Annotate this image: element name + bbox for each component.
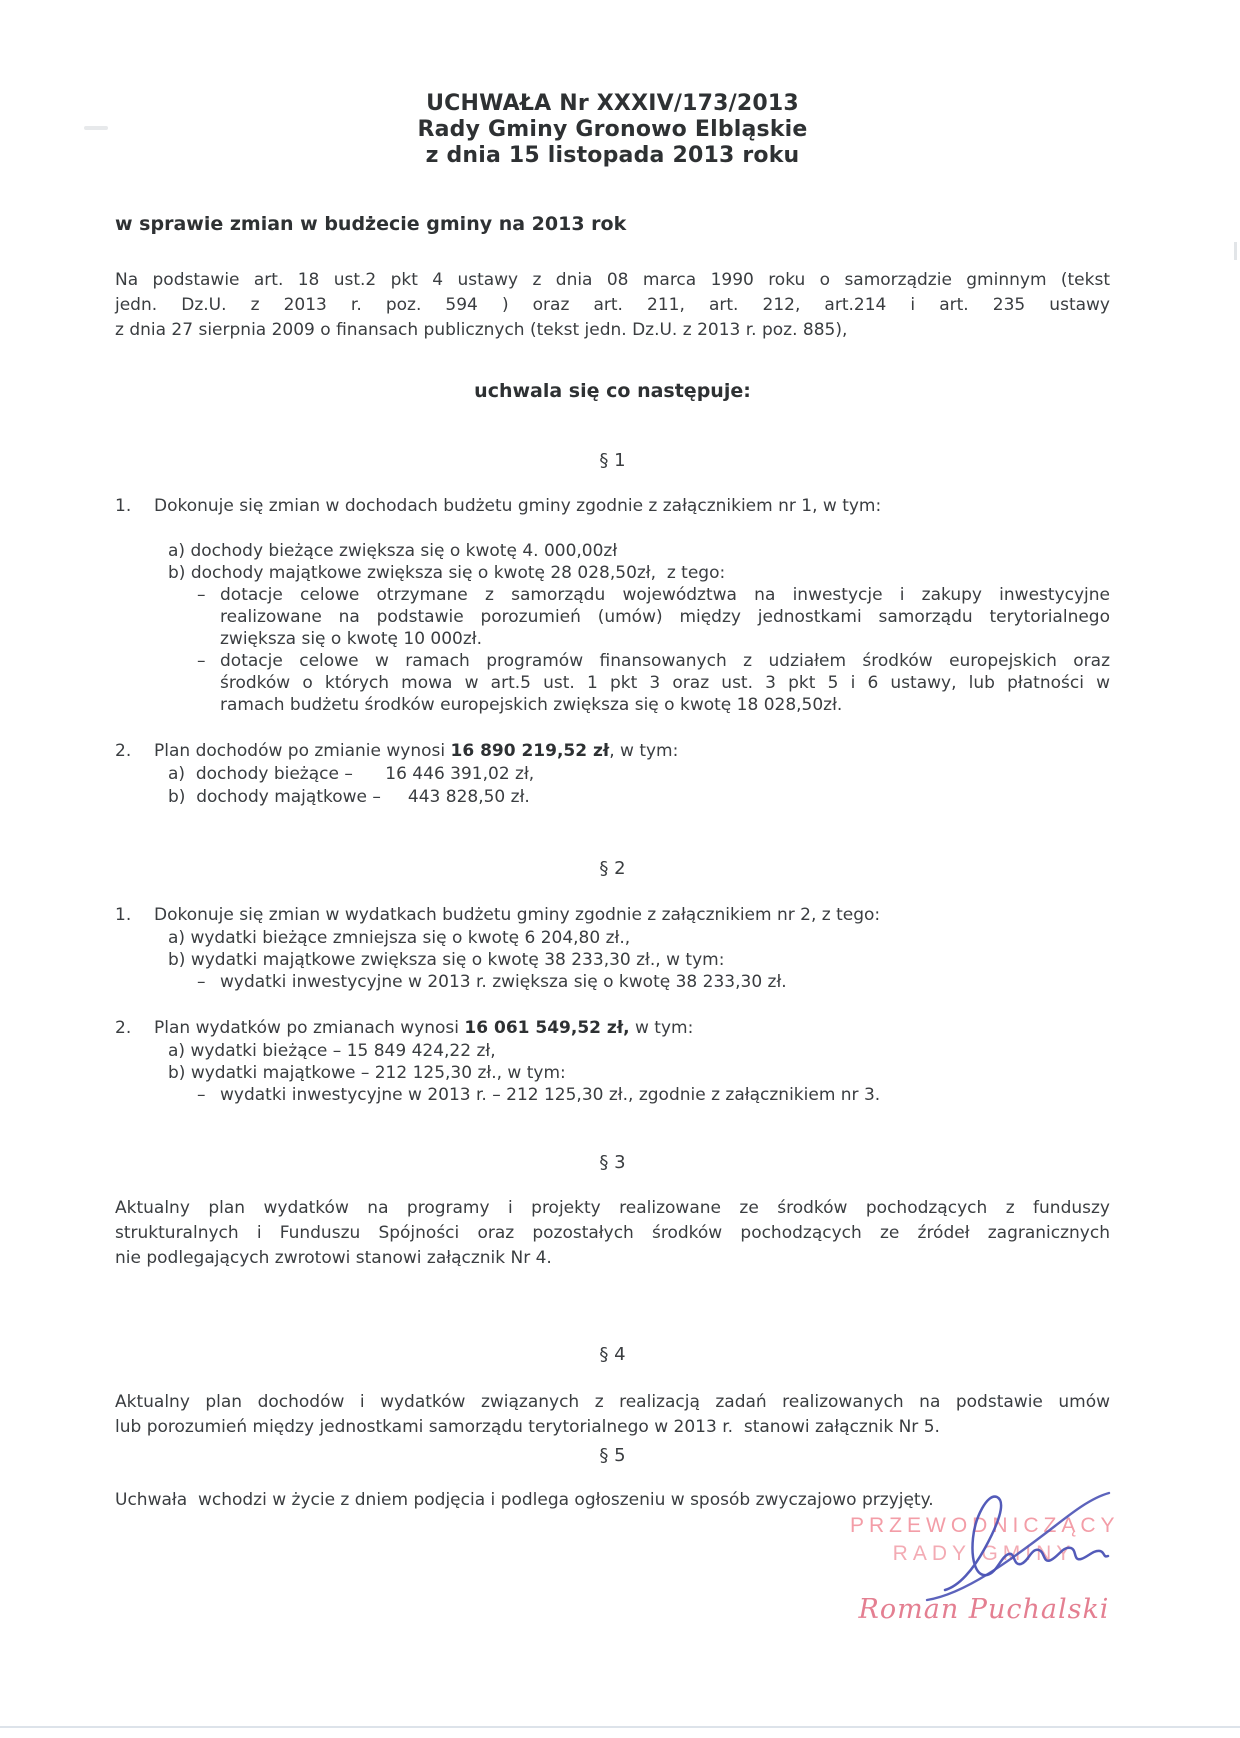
section-1-item-1-sub-a: a) dochody bieżące zwiększa się o kwotę 4. 000,00zł: [168, 541, 618, 561]
section-2-item-1: [115, 903, 1110, 927]
section-4-line: lub porozumień między jednostkami samorządu terytorialnego w 2013 r. stanowi załącznik Nr 5.: [115, 1417, 940, 1437]
item-number: 2.: [115, 741, 132, 761]
section-4-mark: § 4: [599, 1344, 626, 1365]
document-header: [115, 91, 1110, 169]
section-2-mark: § 2: [599, 858, 626, 879]
legal-basis-line: z dnia 27 sierpnia 2009 o finansach publicznych (tekst jedn. Dz.U. z 2013 r. poz. 885),: [115, 320, 848, 340]
item-text: [154, 740, 1110, 763]
dash-item-text: [220, 650, 1110, 716]
section-2-dash-item-2: [197, 1084, 1110, 1106]
item-number: 2.: [115, 1018, 132, 1038]
plan-expense-prefix: Plan wydatków po zmianach wynosi: [154, 1018, 465, 1038]
section-3-line: strukturalnych i Funduszu Spójności oraz pozostałych środków pochodzących ze źródeł zagranicznych: [115, 1223, 1110, 1243]
item-number: 1.: [115, 905, 132, 925]
section-1-dash-item-1: [197, 584, 1110, 650]
legal-basis-paragraph: [115, 268, 1110, 343]
enacting-clause: uchwala się co następuje:: [474, 380, 751, 402]
section-1-dash-item-2: [197, 650, 1110, 716]
dash-bullet: –: [197, 651, 206, 671]
subject-line: w sprawie zmian w budżecie gminy na 2013 rok: [115, 213, 627, 235]
section-1-item-1: [115, 494, 1110, 519]
chairman-stamp-council: RADY GMINY: [892, 1542, 1076, 1565]
item-text: Dokonuje się zmian w dochodach budżetu gminy zgodnie z załącznikiem nr 1, w tym:: [154, 496, 882, 516]
plan-expense-suffix: w tym:: [629, 1018, 694, 1038]
chairman-stamp-title: PRZEWODNICZĄCY: [850, 1514, 1120, 1537]
plan-income-suffix: , w tym:: [609, 741, 679, 761]
scan-artifact-top-left: [84, 126, 108, 130]
dash-bullet: –: [197, 972, 206, 992]
section-2-dash-item-1: [197, 971, 1110, 993]
signature-stroke-flourish: [927, 1493, 1109, 1600]
section-2-item-2: [115, 1017, 1110, 1040]
section-2-item-1-sub-a: a) wydatki bieżące zmniejsza się o kwotę 6 204,80 zł.,: [168, 928, 631, 948]
dash-item-line: dotacje celowe w ramach programów finansowanych z udziałem środków europejskich oraz: [220, 651, 1110, 671]
section-3-paragraph: [115, 1196, 1110, 1271]
section-3-line: Aktualny plan wydatków na programy i projekty realizowane ze środków pochodzących z funduszy: [115, 1198, 1110, 1218]
resolution-date: z dnia 15 listopada 2013 roku: [425, 143, 800, 168]
plan-income-prefix: Plan dochodów po zmianie wynosi: [154, 741, 451, 761]
legal-basis-line: jedn. Dz.U. z 2013 r. poz. 594 ) oraz art. 211, art. 212, art.214 i art. 235 ustawy: [115, 295, 1110, 315]
dash-item-text: [220, 584, 1110, 650]
dash-item-line: środków o których mowa w art.5 ust. 1 pkt 3 oraz ust. 3 pkt 5 i 6 ustawy, lub płatności w: [220, 673, 1110, 693]
dash-bullet: –: [197, 1085, 206, 1105]
section-2-item-1-sub-b: b) wydatki majątkowe zwiększa się o kwotę 38 233,30 zł., w tym:: [168, 950, 725, 970]
plan-income-total: 16 890 219,52 zł: [450, 741, 610, 761]
plan-expense-total: 16 061 549,52 zł,: [464, 1018, 630, 1038]
section-5-mark: § 5: [599, 1445, 626, 1466]
dash-item-line: ramach budżetu środków europejskich zwiększa się o kwotę 18 028,50zł.: [220, 695, 843, 715]
scan-edge-line: [0, 1726, 1240, 1728]
section-3-line: nie podlegających zwrotowi stanowi załącznik Nr 4.: [115, 1248, 552, 1268]
section-1-mark: § 1: [599, 450, 626, 471]
council-name: Rady Gminy Gronowo Elbląskie: [417, 117, 808, 142]
dash-item-text: wydatki inwestycyjne w 2013 r. zwiększa się o kwotę 38 233,30 zł.: [220, 972, 787, 992]
section-4-line: Aktualny plan dochodów i wydatków związanych z realizacją zadań realizowanych na podstawie umów: [115, 1392, 1110, 1412]
handwritten-signature: [915, 1488, 1127, 1604]
legal-basis-line: Na podstawie art. 18 ust.2 pkt 4 ustawy z dnia 08 marca 1990 roku o samorządzie gminnym (tekst: [115, 270, 1110, 290]
dash-item-line: realizowane na podstawie porozumień (umów) między jednostkami samorządu terytorialnego: [220, 607, 1110, 627]
section-1-item-1-sub-b: b) dochody majątkowe zwiększa się o kwotę 28 028,50zł, z tego:: [168, 563, 726, 583]
signature-stroke-main: [945, 1497, 1108, 1590]
section-3-mark: § 3: [599, 1152, 626, 1173]
dash-bullet: –: [197, 585, 206, 605]
section-1-item-2-sub-b: b) dochody majątkowe – 443 828,50 zł.: [168, 787, 530, 807]
section-1-item-2-sub-a: a) dochody bieżące – 16 446 391,02 zł,: [168, 764, 535, 784]
dash-item-text: wydatki inwestycyjne w 2013 r. – 212 125,30 zł., zgodnie z załącznikiem nr 3.: [220, 1085, 881, 1105]
dash-item-line: dotacje celowe otrzymane z samorządu województwa na inwestycje i zakupy inwestycyjne: [220, 585, 1110, 605]
chairman-name-stamp: Roman Puchalski: [858, 1594, 1110, 1625]
item-text: [154, 1017, 1110, 1040]
section-5-paragraph: Uchwała wchodzi w życie z dniem podjęcia i podlega ogłoszeniu w sposób zwyczajowo przyjęty.: [115, 1490, 934, 1510]
dash-item-line: zwiększa się o kwotę 10 000zł.: [220, 629, 483, 649]
scan-artifact-right-edge: [1234, 242, 1237, 260]
item-number: 1.: [115, 496, 132, 516]
section-4-paragraph: [115, 1390, 1110, 1440]
resolution-number: UCHWAŁA Nr XXXIV/173/2013: [426, 91, 799, 116]
section-2-item-2-sub-b: b) wydatki majątkowe – 212 125,30 zł., w tym:: [168, 1063, 566, 1083]
section-2-item-2-sub-a: a) wydatki bieżące – 15 849 424,22 zł,: [168, 1041, 496, 1061]
item-text: Dokonuje się zmian w wydatkach budżetu gminy zgodnie z załącznikiem nr 2, z tego:: [154, 905, 881, 925]
section-1-item-2: [115, 740, 1110, 763]
